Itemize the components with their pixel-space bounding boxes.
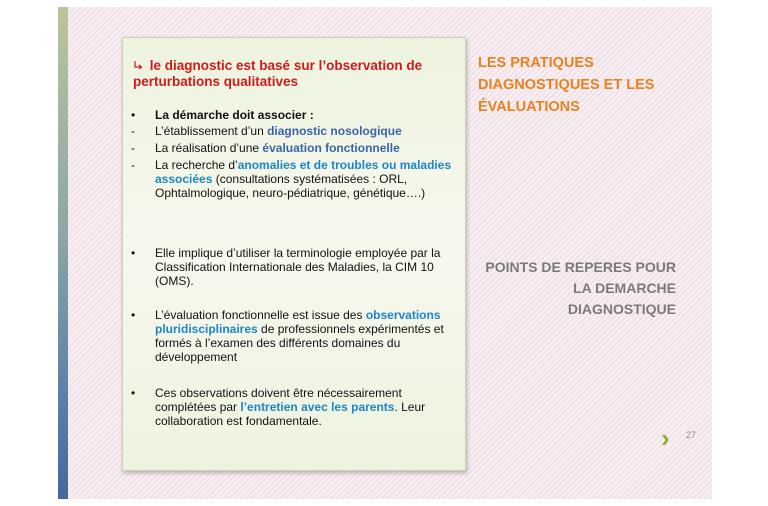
item3-highlight: anomalies et de troubles ou maladies associées — [155, 158, 452, 186]
bullet-text: L’évaluation fonctionnelle est issue des — [155, 308, 366, 322]
bullet-highlight: l’entretien avec les parents — [240, 400, 395, 414]
dash-marker: - — [131, 141, 135, 155]
dash-marker: - — [131, 124, 135, 138]
dash-item-3 — [129, 158, 459, 200]
bullet-highlight: observations pluridisciplinaires — [155, 308, 441, 336]
dash-item-1 — [129, 124, 459, 138]
bullet-marker: • — [131, 108, 136, 122]
bullet-marker: • — [131, 386, 136, 400]
item3-text: La recherche d’ — [155, 158, 238, 172]
bullet-list-2 — [129, 246, 459, 288]
bullet-marker: • — [131, 246, 136, 260]
bullet-list-4 — [129, 386, 459, 428]
bullet-title: La démarche doit associer : — [155, 108, 314, 122]
bullet-post-text: . Leur collaboration est fondamentale. — [155, 400, 426, 428]
dash-item-2 — [129, 141, 459, 155]
slide-subtitle: POINTS DE REPERES POUR LA DEMARCHE DIAGNOSTIQUE — [485, 259, 676, 317]
hand-pointer-icon — [133, 58, 148, 73]
item2-text: La réalisation d’une — [155, 141, 263, 155]
bullet-item — [129, 386, 459, 428]
bullet-item — [129, 308, 459, 364]
slide-title: LES PRATIQUES DIAGNOSTIQUES ET LES ÉVALUATIONS — [478, 55, 655, 115]
side-accent-bar — [58, 7, 68, 499]
item1-text: L’établissement d’un — [155, 124, 268, 138]
item3-post-text: (consultations systématisées : ORL, Ophtalmologique, neuro-pédiatrique, génétique….) — [155, 172, 426, 200]
bullet-post-text: de professionnels expérimentés et formés à l’examen des différents domaines du développement — [155, 322, 444, 364]
bullet-item — [129, 108, 459, 122]
chevron-right-icon[interactable]: › — [661, 423, 670, 453]
heading-text: le diagnostic est basé sur l’observation de perturbations qualitatives — [133, 58, 423, 89]
slide — [58, 7, 712, 499]
bullet-item — [129, 246, 459, 288]
bullet-text: Ces observations doivent être nécessairement complétées par — [155, 386, 402, 414]
bullet-list-3 — [129, 308, 459, 364]
bullet-list-1 — [129, 108, 459, 200]
dash-marker: - — [131, 158, 135, 172]
item1-highlight: diagnostic nosologique — [267, 124, 402, 138]
bullet-text: Elle implique d’utiliser la terminologie employée par la Classification Internationale des Maladies, la CIM 10 (OMS). — [155, 246, 441, 288]
bullet-marker: • — [131, 308, 136, 322]
heading — [133, 58, 453, 90]
item2-highlight: évaluation fonctionnelle — [262, 141, 400, 155]
page-number: 27 — [686, 430, 697, 440]
content-box — [122, 37, 466, 471]
